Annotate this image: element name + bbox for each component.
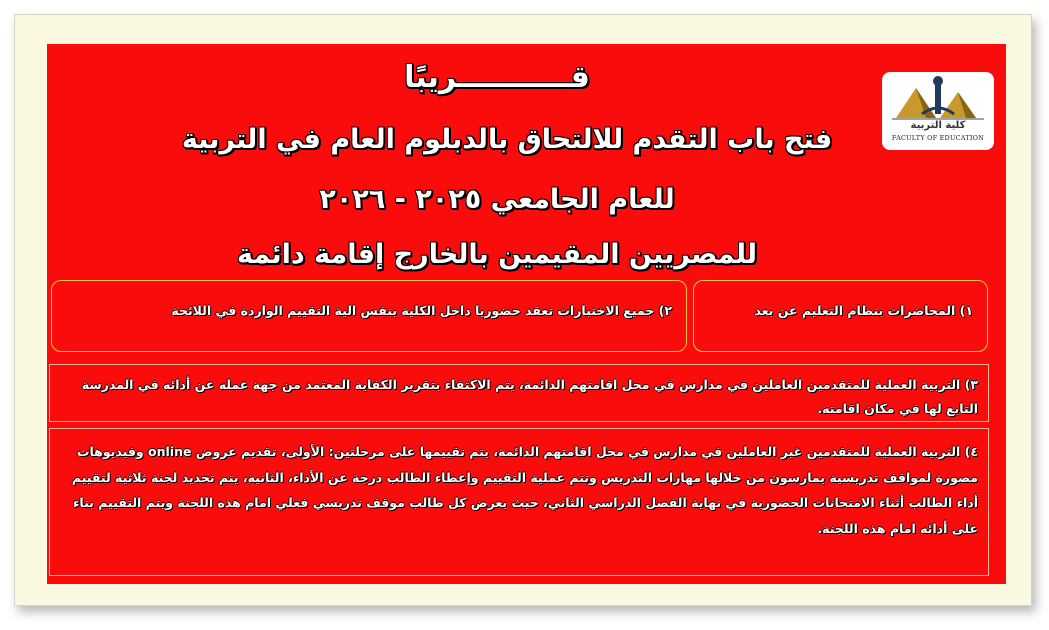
announcement-poster bbox=[47, 44, 1006, 584]
info-box-practical-employed bbox=[49, 364, 989, 422]
item-practical-unemployed: ٤) التربية العملية للمتقدمين غير العاملين في مدارس في محل اقامتهم الدائمة، يتم تقييمها على مرحلتين: الأولى، تقديم عروض online وفيديوهات مصورة لمواقف تدريسية يمارسون من خلالها مهارات التدريس وتتم عملية التقييم وإعطاء الطالب درجة عن الأداء، الثانية، يتم تحديد لجنة ثلاثية لتقييم أداء الطالب أثناء الامتحانات الحضورية في نهاية الفصل الدراسي الثاني، حيث يعرض كل طالب موقف تدريسي فعلي امام هذه اللجنة ويتم التقييم بناء على أدائه امام هذه اللجنة. bbox=[71, 444, 978, 536]
info-box-practical-unemployed bbox=[49, 428, 989, 576]
logo-arabic-text: كلية التربية bbox=[910, 120, 966, 131]
item-practical-employed: ٣) التربية العملية للمتقدمين العاملين في مدارس في محل اقامتهم الدائمة، يتم الاكتفاء بتقرير الكفاية المعتمد من جهة عمله عن أدائه في المدرسة التابع لها في مكان اقامته. bbox=[81, 377, 978, 416]
logo-english-text: FACULTY OF EDUCATION bbox=[891, 134, 985, 142]
headline-title: فتح باب التقدم للالتحاق بالدبلوم العام في التربية bbox=[181, 124, 833, 155]
headline-target-audience: للمصريين المقيمين بالخارج إقامة دائمة bbox=[237, 239, 757, 270]
headline-academic-year: للعام الجامعي ٢٠٢٥ - ٢٠٢٦ bbox=[319, 184, 675, 215]
info-box-remote-lectures bbox=[693, 280, 988, 352]
item-exams: ٢) جميع الاختبارات تعقد حضوريا داخل الكلية بنفس الية التقييم الواردة في اللائحة bbox=[171, 303, 672, 318]
headline-soon: قـــــــــــريبًا bbox=[404, 60, 590, 95]
item-remote-lectures: ١) المحاضرات بنظام التعليم عن بعد bbox=[754, 303, 973, 318]
info-box-exams bbox=[51, 280, 687, 352]
